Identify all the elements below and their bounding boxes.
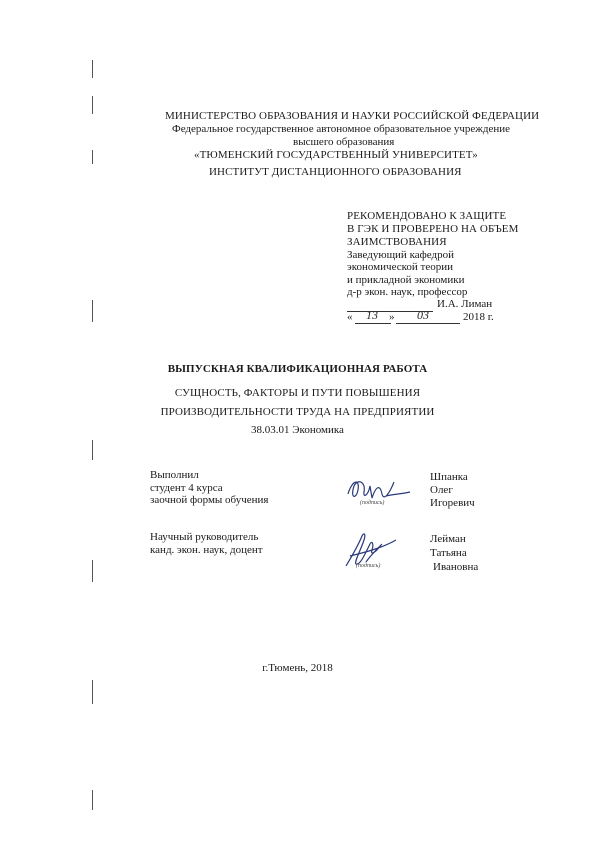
approval-line-5: экономической теории: [347, 261, 453, 273]
specialty-code: 38.03.01 Экономика: [251, 424, 344, 436]
author-surname: Шпанка: [430, 471, 468, 483]
university-name: «ТЮМЕНСКИЙ ГОСУДАРСТВЕННЫЙ УНИВЕРСИТЕТ»: [194, 149, 478, 161]
author-patronymic: Игоревич: [430, 497, 475, 509]
topic-line-1: СУЩНОСТЬ, ФАКТОРЫ И ПУТИ ПОВЫШЕНИЯ: [174, 387, 421, 399]
author-signature-caption: (подпись): [360, 500, 385, 506]
scan-edge-mark: [92, 440, 93, 460]
scan-edge-mark: [92, 60, 93, 78]
work-type: ВЫПУСКНАЯ КВАЛИФИКАЦИОННАЯ РАБОТА: [167, 363, 428, 375]
date-day: 13: [366, 308, 378, 322]
city-year: г.Тюмень, 2018: [262, 662, 333, 674]
date-month: 03: [417, 308, 429, 322]
supervisor-role-line-2: канд. экон. наук, доцент: [150, 544, 263, 556]
approval-line-2: В ГЭК И ПРОВЕРЕНО НА ОБЪЕМ: [347, 223, 519, 235]
approval-line-7: д-р экон. наук, профессор: [347, 286, 468, 298]
topic-line-2: ПРОИЗВОДИТЕЛЬНОСТИ ТРУДА НА ПРЕДПРИЯТИИ: [160, 406, 435, 418]
institute-name: ИНСТИТУТ ДИСТАНЦИОННОГО ОБРАЗОВАНИЯ: [209, 166, 462, 178]
approval-line-4: Заведующий кафедрой: [347, 249, 454, 261]
date-month-line: [396, 323, 460, 324]
institution-type-line2: высшего образования: [293, 136, 395, 148]
scan-edge-mark: [92, 560, 93, 582]
date-year: 2018 г.: [463, 311, 494, 323]
scan-edge-mark: [92, 96, 93, 114]
scan-edge-mark: [92, 150, 93, 164]
institution-type-line1: Федеральное государственное автономное образовательное учреждение: [172, 123, 510, 135]
author-role-line-2: студент 4 курса: [150, 482, 223, 494]
author-name: Олег: [430, 484, 453, 496]
scan-edge-mark: [92, 790, 93, 810]
supervisor-signature-caption: (подпись): [356, 563, 381, 569]
approval-line-6: и прикладной экономики: [347, 274, 465, 286]
approval-signer-name: И.А. Лиман: [437, 298, 493, 310]
date-day-line: [355, 323, 391, 324]
supervisor-role-line-1: Научный руководитель: [150, 531, 259, 543]
scan-edge-mark: [92, 300, 93, 322]
supervisor-surname: Лейман: [430, 533, 466, 545]
scan-edge-mark: [92, 680, 93, 704]
ministry-name: МИНИСТЕРСТВО ОБРАЗОВАНИЯ И НАУКИ РОССИЙСКОЙ ФЕДЕРАЦИИ: [165, 110, 540, 122]
date-quote-close: »: [389, 311, 395, 323]
author-role-line-3: заочной формы обучения: [150, 494, 269, 506]
supervisor-name: Татьяна: [430, 547, 467, 559]
author-role-line-1: Выполнил: [150, 469, 199, 481]
date-quote-open: «: [347, 311, 353, 323]
approval-line-3: ЗАИМСТВОВАНИЯ: [347, 236, 447, 248]
approval-line-1: РЕКОМЕНДОВАНО К ЗАЩИТЕ: [347, 210, 507, 222]
supervisor-patronymic: Ивановна: [433, 561, 479, 573]
